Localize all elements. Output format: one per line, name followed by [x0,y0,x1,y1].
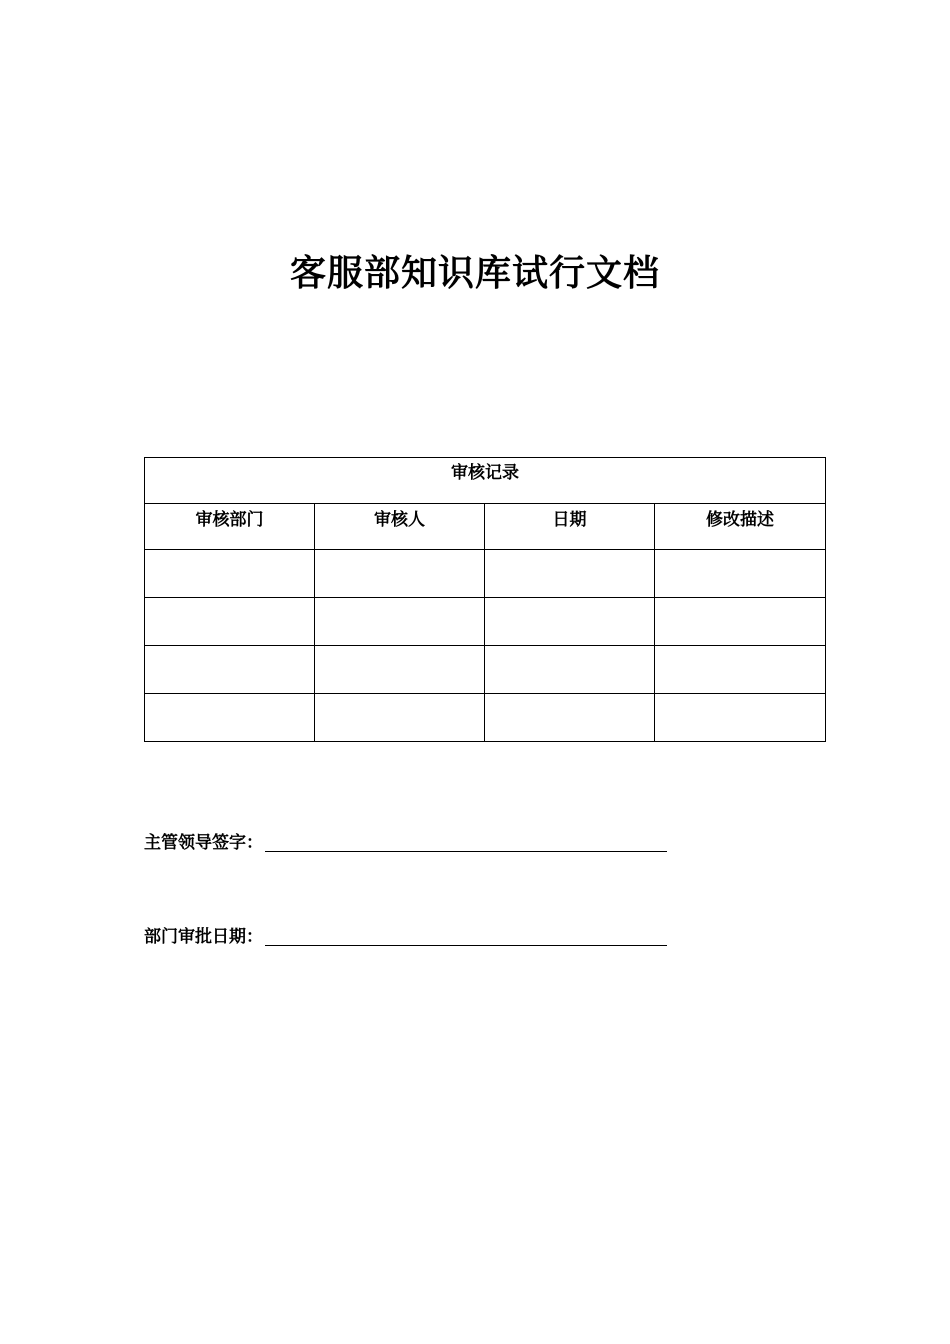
approval-date-label: 部门审批日期： [144,927,263,947]
approval-date-line [144,926,667,948]
table-cell[interactable] [145,646,315,694]
column-header-department: 审核部门 [145,504,315,550]
table-cell[interactable] [315,598,485,646]
table-cell[interactable] [485,550,655,598]
table-cell[interactable] [145,598,315,646]
table-cell[interactable] [315,550,485,598]
supervisor-signature-label: 主管领导签字： [144,833,263,853]
supervisor-signature-field[interactable] [265,833,667,852]
supervisor-signature-line [144,832,667,854]
table-cell[interactable] [655,598,826,646]
document-title: 客服部知识库试行文档 [289,252,660,294]
table-cell[interactable] [655,646,826,694]
table-caption: 审核记录 [145,458,826,504]
table-cell[interactable] [655,550,826,598]
table-row [145,598,826,646]
table-row [145,646,826,694]
table-cell[interactable] [315,694,485,742]
table-row [145,694,826,742]
column-header-reviewer: 审核人 [315,504,485,550]
column-header-date: 日期 [485,504,655,550]
review-record-table [144,457,826,742]
table-cell[interactable] [485,694,655,742]
table-cell[interactable] [485,646,655,694]
table-cell[interactable] [145,550,315,598]
table-cell[interactable] [485,598,655,646]
column-header-change-description: 修改描述 [655,504,826,550]
table-cell[interactable] [145,694,315,742]
approval-date-field[interactable] [265,927,667,946]
table-header-row [145,504,826,550]
table-cell[interactable] [655,694,826,742]
table-row [145,550,826,598]
table-caption-row [145,458,826,504]
table-cell[interactable] [315,646,485,694]
